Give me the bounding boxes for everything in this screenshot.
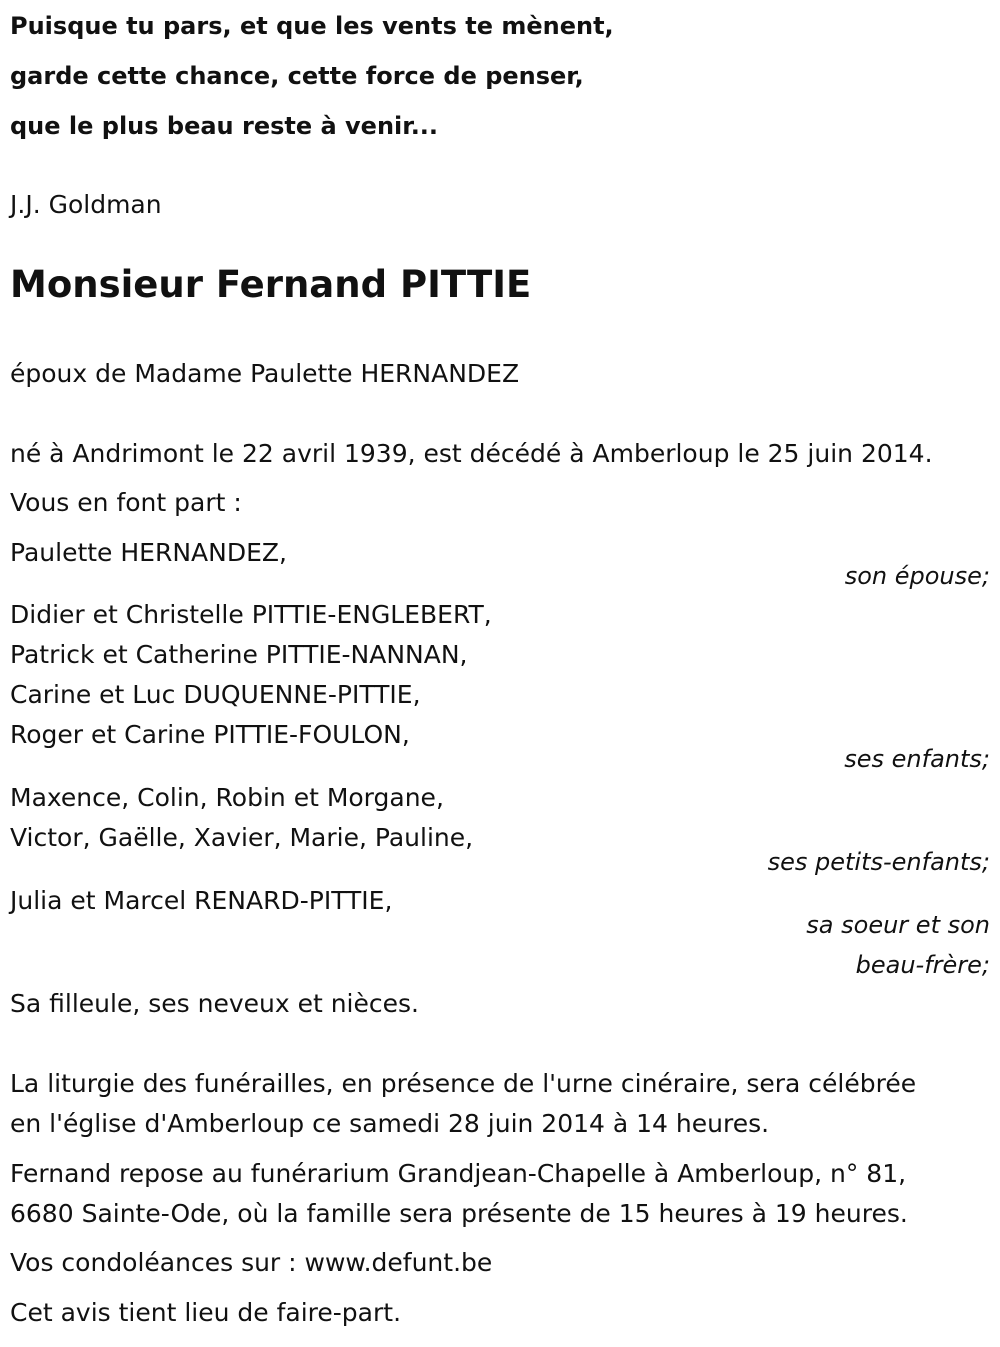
rest-line-2: 6680 Sainte-Ode, où la famille sera présente de 15 heures à 19 heures. bbox=[10, 1199, 908, 1228]
child-name: Carine et Luc DUQUENNE-PITTIE, bbox=[10, 680, 421, 709]
sibling-name: Julia et Marcel RENARD-PITTIE, bbox=[10, 886, 393, 915]
child-name: Didier et Christelle PITTIE-ENGLEBERT, bbox=[10, 600, 492, 629]
spouse-name: Paulette HERNANDEZ, bbox=[10, 538, 287, 567]
child-name: Patrick et Catherine PITTIE-NANNAN, bbox=[10, 640, 468, 669]
notice-line: Cet avis tient lieu de faire-part. bbox=[10, 1298, 402, 1327]
spouse-relation: son épouse; bbox=[844, 562, 990, 590]
deceased-name: Monsieur Fernand PITTIE bbox=[10, 263, 532, 306]
condolences-line: Vos condoléances sur : www.defunt.be bbox=[10, 1248, 493, 1277]
sibling-relation-line-1: sa soeur et son bbox=[806, 911, 990, 939]
grandchild-names: Victor, Gaëlle, Xavier, Marie, Pauline, bbox=[10, 823, 474, 852]
birth-death-line: né à Andrimont le 22 avril 1939, est décédé à Amberloup le 25 juin 2014. bbox=[10, 439, 933, 468]
child-name: Roger et Carine PITTIE-FOULON, bbox=[10, 720, 410, 749]
family-intro: Vous en font part : bbox=[10, 488, 242, 517]
rest-line-1: Fernand repose au funérarium Grandjean-Chapelle à Amberloup, n° 81, bbox=[10, 1159, 907, 1188]
poem-line-3: que le plus beau reste à venir... bbox=[10, 112, 439, 140]
grandchild-names: Maxence, Colin, Robin et Morgane, bbox=[10, 783, 444, 812]
other-relatives: Sa filleule, ses neveux et nièces. bbox=[10, 989, 419, 1018]
poem-line-1: Puisque tu pars, et que les vents te mènent, bbox=[10, 12, 614, 40]
poem-author: J.J. Goldman bbox=[10, 190, 162, 219]
grandchildren-relation: ses petits-enfants; bbox=[767, 848, 990, 876]
poem-line-2: garde cette chance, cette force de penser, bbox=[10, 62, 584, 90]
liturgy-line-1: La liturgie des funérailles, en présence de l'urne cinéraire, sera célébrée bbox=[10, 1069, 917, 1098]
sibling-relation-line-2: beau-frère; bbox=[855, 951, 990, 979]
spouse-line: époux de Madame Paulette HERNANDEZ bbox=[10, 359, 520, 388]
children-relation: ses enfants; bbox=[844, 745, 990, 773]
liturgy-line-2: en l'église d'Amberloup ce samedi 28 juin 2014 à 14 heures. bbox=[10, 1109, 770, 1138]
